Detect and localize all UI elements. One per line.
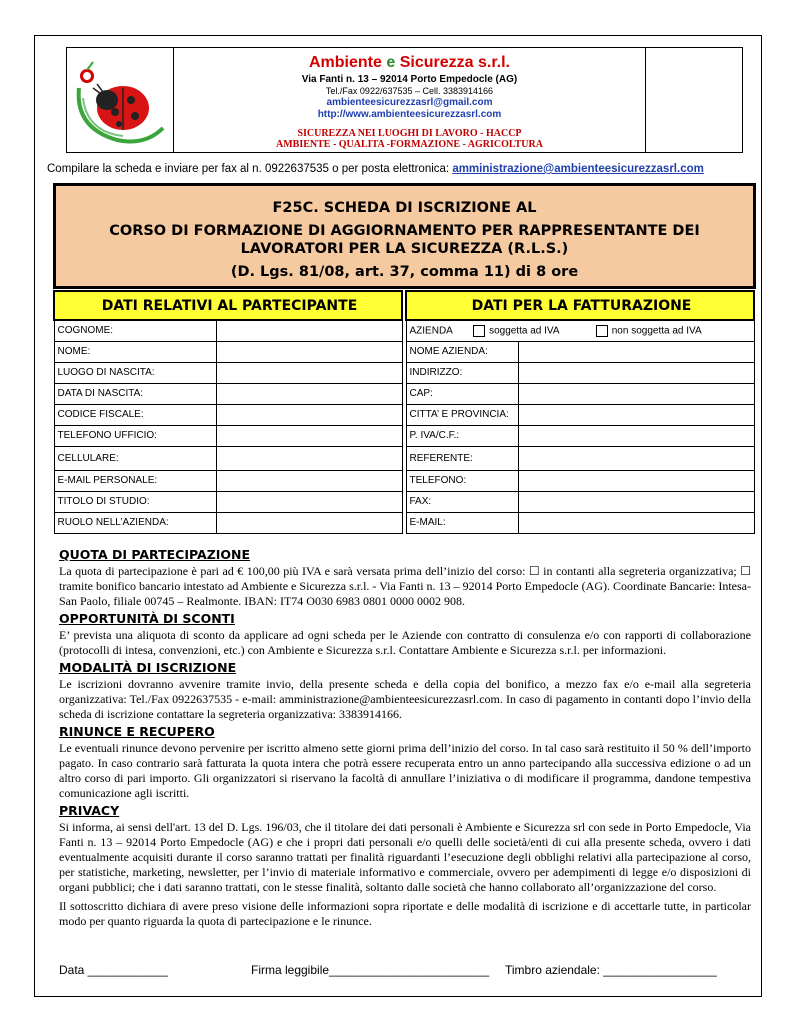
iva-no-label: non soggetta ad IVA <box>611 325 702 337</box>
field-label-email-personale: E-MAIL PERSONALE: <box>54 470 216 491</box>
signature-firma[interactable]: Firma leggibile________________________ <box>251 963 490 977</box>
sconti-title: OPPORTUNITÀ DI SCONTI <box>59 611 235 626</box>
rinunce-text: Le eventuali rinunce devono pervenire per iscritto almeno sette giorni prima dell’inizio del corso. In tal caso sarà restituito il 50 % dell’importo pagato. In caso contrario sarà fatturata la quota intera che potrà essere recuperata entro un anno partecipando alla successiva edizione o ad un altro corso di pari importo. Gli organizzatori si riservano la facoltà di annullare l’iniziativa o di modificare il programma, dandone tempestiva comunicazione agli iscritti. <box>59 741 751 800</box>
sconti-text: E’ prevista una aliquota di sconto da applicare ad ogni scheda per le Aziende con contratto di consulenza e/o con rapporti di collaborazione (protocolli di intesa, convenzioni, etc.) con Ambiente e Sicurezza s.r.l. Contattare Ambiente e Sicurezza s.r.l. per informazioni. <box>59 628 751 657</box>
privacy-text: Si informa, ai sensi dell'art. 13 del D. Lgs. 196/03, che il titolare dei dati personali è Ambiente e Sicurezza srl con sede in Porto Empedocle, Via Fanti n. 13 – 92014 Porto Empedocle (AG) e che i propri dati personali e/o quelli delle società/enti di cui alla presente scheda, ovvero i dati eventualmente acquisiti durante il corso saranno trattati per finalità riguardanti l’esecuzione degli obblighi relativi alla partecipazione al corso, per statistiche, marketing, newsletter, per l’invio di materiale informativo e commerciale, ovvero per adempimenti di legge e/o disposizioni di organi pubblici; che i dati saranno trattati, con le stesse finalità, soltanto dalle società che hanno collaborato all’organizzazione del corso. <box>59 820 751 894</box>
company-name-srl: s.r.l. <box>477 54 510 71</box>
field-input-ruolo[interactable] <box>216 512 402 533</box>
field-label-ruolo: RUOLO NELL’AZIENDA: <box>54 512 216 533</box>
rinunce-title: RINUNCE E RECUPERO <box>59 724 215 739</box>
instruction-text: Compilare la scheda e inviare per fax al n. 0922637535 o per posta elettronica: <box>47 163 453 175</box>
letterhead <box>66 47 743 153</box>
title-line-1: F25C. SCHEDA DI ISCRIZIONE AL <box>272 200 537 216</box>
billing-table <box>405 290 755 534</box>
field-input-luogo-nascita[interactable] <box>216 362 402 383</box>
field-label-referente: REFERENTE: <box>406 446 518 470</box>
field-label-fax: FAX: <box>406 491 518 512</box>
modalita-text: Le iscrizioni dovranno avvenire tramite invio, della presente scheda e della copia del bonifico, a mezzo fax e/o e-mail alla segreteria organizzativa: Tel./Fax 0922637535 - e-mail: amministrazione@ambienteesicurezzasrl.com. In caso di pagamento in contanti dopo l’invio della scheda di iscrizione contattare la segreteria organizzativa: 3383914166. <box>59 677 751 721</box>
field-input-nome-azienda[interactable] <box>518 341 754 362</box>
field-label-piva: P. IVA/C.F.: <box>406 425 518 446</box>
course-title-box <box>53 183 756 289</box>
field-input-telefono-ufficio[interactable] <box>216 425 402 446</box>
declaration-text: Il sottoscritto dichiara di avere preso visione delle informazioni sopra riportate e delle modalità di iscrizione e di accettarle tutte, in particolar modo per quanto riguarda la quota di partecipazione e le rinunce. <box>59 899 751 928</box>
billing-header: DATI PER LA FATTURAZIONE <box>406 291 754 320</box>
field-input-telefono[interactable] <box>518 470 754 491</box>
title-line-2: CORSO DI FORMAZIONE DI AGGIORNAMENTO PER RAPPRESENTANTE DEI <box>109 223 700 239</box>
field-label-luogo-nascita: LUOGO DI NASCITA: <box>54 362 216 383</box>
company-info <box>174 48 646 152</box>
modalita-title: MODALITÀ DI ISCRIZIONE <box>59 660 237 675</box>
field-input-citta-provincia[interactable] <box>518 404 754 425</box>
company-tagline-2: AMBIENTE - QUALITA -FORMAZIONE - AGRICOLTURA <box>276 139 543 150</box>
company-phone: Tel./Fax 0922/637535 – Cell. 3383914166 <box>325 86 494 96</box>
field-label-email: E-MAIL: <box>406 512 518 533</box>
company-address: Via Fanti n. 13 – 92014 Porto Empedocle (AG) <box>301 74 518 85</box>
field-label-titolo-studio: TITOLO DI STUDIO: <box>54 491 216 512</box>
logo-cell <box>67 48 174 152</box>
company-email[interactable]: ambienteesicurezzasrl@gmail.com <box>326 97 493 108</box>
participant-table <box>53 290 403 534</box>
title-line-3: LAVORATORI PER LA SICUREZZA (R.L.S.) <box>240 241 569 257</box>
field-label-cap: CAP: <box>406 383 518 404</box>
terms-body <box>59 547 751 931</box>
field-input-email-personale[interactable] <box>216 470 402 491</box>
field-label-codice-fiscale: CODICE FISCALE: <box>54 404 216 425</box>
field-input-email[interactable] <box>518 512 754 533</box>
form-page <box>34 35 762 997</box>
title-line-4: (D. Lgs. 81/08, art. 37, comma 11) di 8 ore <box>230 264 579 280</box>
field-label-nome-azienda: NOME AZIENDA: <box>406 341 518 362</box>
company-website[interactable]: http://www.ambienteesicurezzasrl.com <box>317 109 502 120</box>
company-tagline-1: SICUREZZA NEI LUOGHI DI LAVORO - HACCP <box>297 128 522 139</box>
field-label-citta-provincia: CITTA’ E PROVINCIA: <box>406 404 518 425</box>
iva-yes-checkbox[interactable] <box>473 325 485 337</box>
quota-text: La quota di partecipazione è pari ad € 100,00 più IVA e sarà versata prima dell’inizio del corso: ☐ in contanti alla segreteria organizzativa; ☐ tramite bonifico bancario intestato ad Ambiente e Sicurezza s.r.l. - Via Fanti n. 13 – 92014 Porto Empedocle (AG). Coordinate Bancarie: Intesa-San Paolo, filiale 00745 – Realmonte. IBAN: IT74 O030 6983 0801 0000 0002 908. <box>59 564 751 608</box>
ladybug-logo-icon <box>67 48 173 152</box>
company-name <box>174 54 645 72</box>
field-label-data-nascita: DATA DI NASCITA: <box>54 383 216 404</box>
participant-header: DATI RELATIVI AL PARTECIPANTE <box>54 291 402 320</box>
privacy-title: PRIVACY <box>59 803 120 818</box>
iva-yes-label: soggetta ad IVA <box>489 325 559 337</box>
iva-no-checkbox[interactable] <box>596 325 608 337</box>
field-input-data-nascita[interactable] <box>216 383 402 404</box>
field-input-cognome[interactable] <box>216 320 402 341</box>
field-input-piva[interactable] <box>518 425 754 446</box>
field-input-referente[interactable] <box>518 446 754 470</box>
field-input-codice-fiscale[interactable] <box>216 404 402 425</box>
field-label-indirizzo: INDIRIZZO: <box>406 362 518 383</box>
instruction-email-link[interactable]: amministrazione@ambienteesicurezzasrl.com <box>452 163 704 175</box>
field-input-nome[interactable] <box>216 341 402 362</box>
company-name-part2: Sicurezza <box>399 54 474 71</box>
quota-title: QUOTA DI PARTECIPAZIONE <box>59 547 251 562</box>
field-input-cellulare[interactable] <box>216 446 402 470</box>
field-label-telefono-ufficio: TELEFONO UFFICIO: <box>54 425 216 446</box>
field-label-cognome: COGNOME: <box>54 320 216 341</box>
company-name-e: e <box>386 54 396 71</box>
field-input-indirizzo[interactable] <box>518 362 754 383</box>
signature-date[interactable]: Data ____________ <box>59 963 168 977</box>
field-input-titolo-studio[interactable] <box>216 491 402 512</box>
field-label-nome: NOME: <box>54 341 216 362</box>
instruction-line <box>47 163 704 175</box>
azienda-label: AZIENDA <box>409 325 453 337</box>
azienda-row <box>406 320 754 341</box>
field-label-telefono: TELEFONO: <box>406 470 518 491</box>
signature-timbro[interactable]: Timbro aziendale: _________________ <box>505 963 717 977</box>
field-input-fax[interactable] <box>518 491 754 512</box>
company-name-part1: Ambiente <box>308 54 382 71</box>
field-input-cap[interactable] <box>518 383 754 404</box>
field-label-cellulare: CELLULARE: <box>54 446 216 470</box>
